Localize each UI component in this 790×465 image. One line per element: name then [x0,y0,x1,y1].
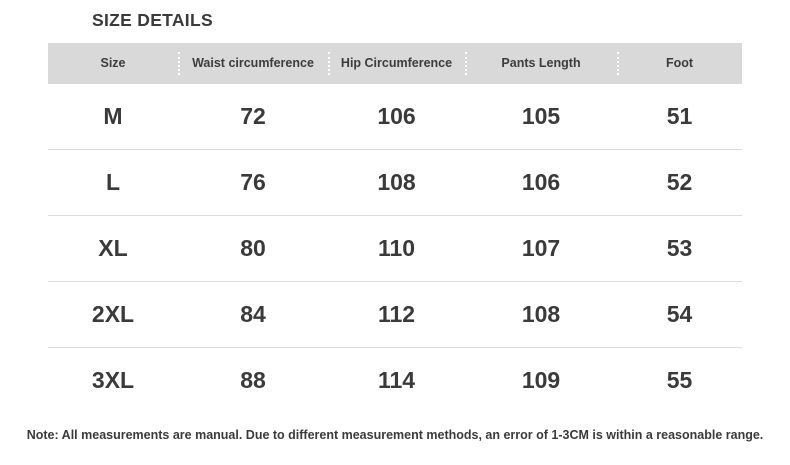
cell-size: M [48,84,178,150]
cell-hip: 110 [328,216,465,282]
table-body [48,84,742,413]
column-header-hip [328,43,465,84]
table-row [48,348,742,414]
cell-foot: 53 [617,216,742,282]
table-header-row [48,43,742,84]
column-header-waist-label: Waist circumference [192,56,314,70]
cell-waist: 80 [178,216,328,282]
cell-foot: 51 [617,84,742,150]
size-table-container [48,43,742,413]
page-title: SIZE DETAILS [92,10,213,30]
cell-foot: 54 [617,282,742,348]
measurement-note: Note: All measurements are manual. Due to different measurement methods, an error of 1-3CM is within a reasonable range. [26,428,764,442]
cell-size: XL [48,216,178,282]
cell-foot: 52 [617,150,742,216]
cell-pants-length: 109 [521,367,561,393]
cell-hip: 106 [328,84,465,150]
column-header-size-label: Size [100,56,126,70]
cell-hip: 114 [377,367,416,393]
cell-pants-length: 105 [465,84,617,150]
table-row [48,282,742,348]
table-row [48,150,742,216]
cell-foot: 55 [666,367,693,393]
column-header-size [48,43,178,84]
column-header-waist [178,43,328,84]
cell-size: 2XL [48,282,178,348]
cell-waist: 88 [240,367,266,393]
cell-hip: 112 [328,282,465,348]
table-header [48,43,742,84]
cell-pants-length: 108 [465,282,617,348]
table-row [48,216,742,282]
column-header-pants-length [465,43,617,84]
table-row [48,84,742,150]
cell-pants-length: 106 [465,150,617,216]
cell-hip: 108 [328,150,465,216]
column-header-foot-label: Foot [665,56,694,70]
cell-pants-length: 107 [465,216,617,282]
size-table [48,43,742,413]
column-header-hip-label: Hip Circumference [340,56,453,70]
cell-waist: 84 [178,282,328,348]
column-header-foot [617,43,742,84]
cell-size: L [48,150,178,216]
cell-waist: 72 [178,84,328,150]
column-header-pants-length-label: Pants Length [501,56,581,70]
cell-size: 3XL [91,367,135,393]
cell-waist: 76 [178,150,328,216]
